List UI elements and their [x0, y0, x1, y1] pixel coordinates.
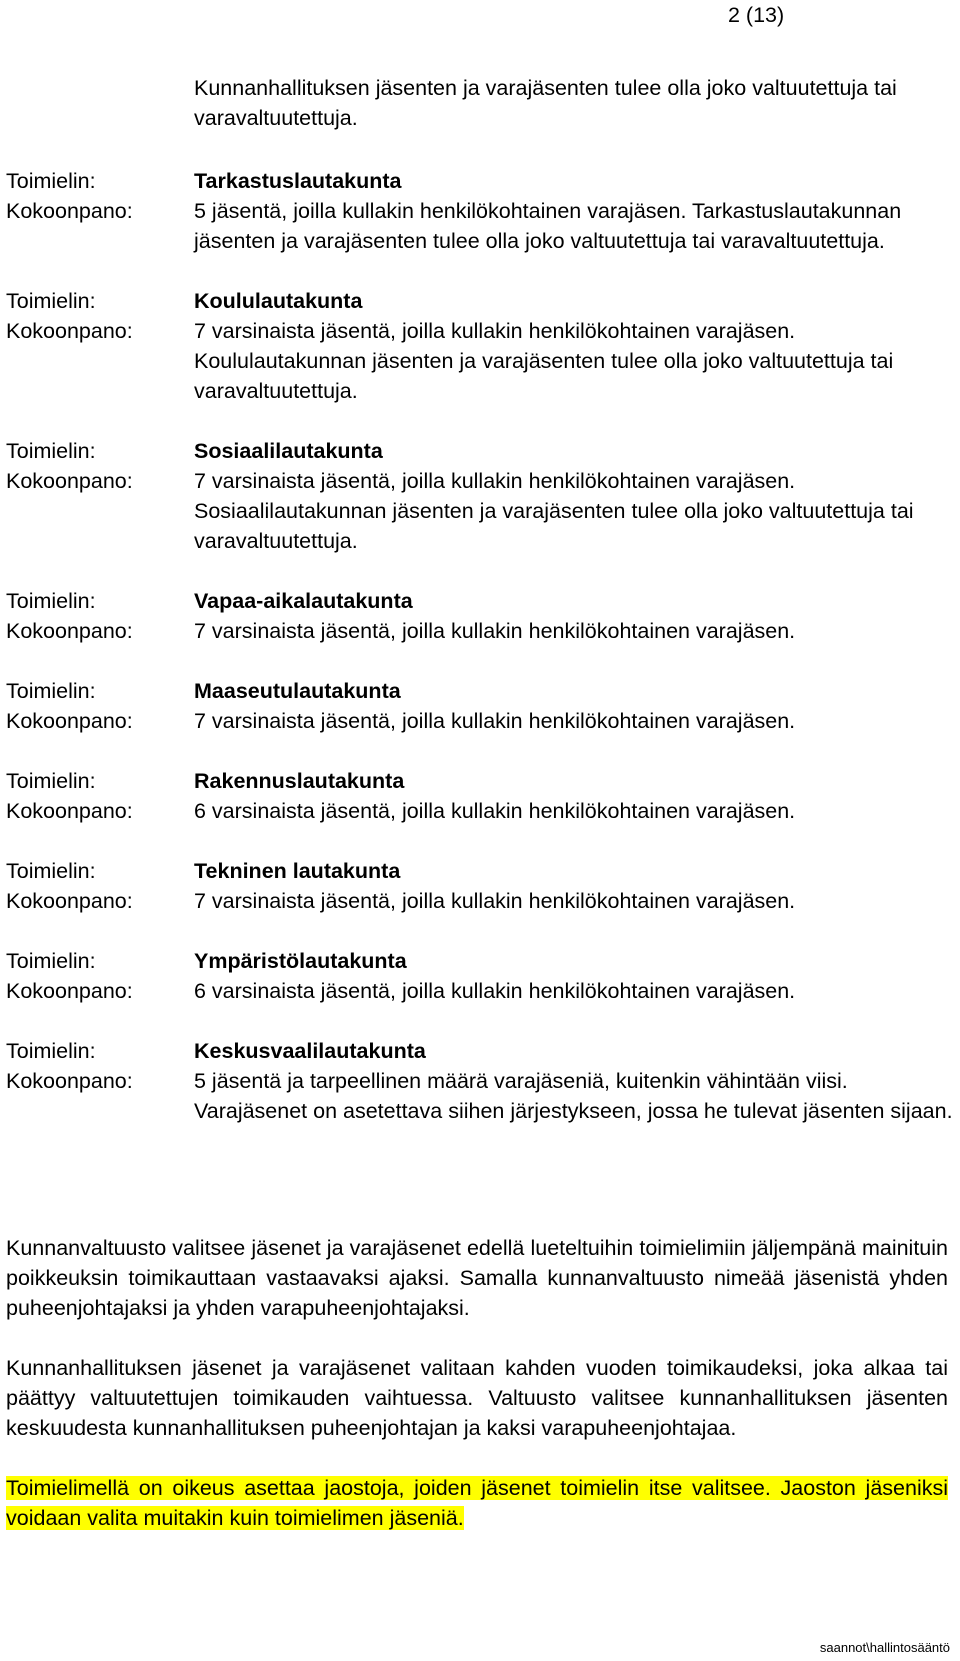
- organ-name: Keskusvaalilautakunta: [194, 1039, 426, 1063]
- organ-label: Toimielin:: [6, 949, 96, 973]
- composition-label: Kokoonpano:: [6, 619, 133, 643]
- page-number: 2 (13): [728, 3, 785, 27]
- organ-name: Maaseutulautakunta: [194, 679, 401, 703]
- composition-label: Kokoonpano:: [6, 199, 133, 223]
- body-text: [6, 1233, 948, 1563]
- organ-name: Sosiaalilautakunta: [194, 439, 383, 463]
- organ-label: Toimielin:: [6, 769, 96, 793]
- intro-text: Kunnanhallituksen jäsenten ja varajäsenten tulee olla joko valtuutettuja tai varavaltuutettuja.: [194, 76, 897, 130]
- organ-entry: [0, 946, 960, 1006]
- organ-entry: [0, 1036, 960, 1126]
- organ-composition: 6 varsinaista jäsentä, joilla kullakin henkilökohtainen varajäsen.: [194, 979, 796, 1003]
- organ-entry: [0, 676, 960, 736]
- organ-label: Toimielin:: [6, 1039, 96, 1063]
- organ-name: Tarkastuslautakunta: [194, 169, 402, 193]
- organ-name: Koululautakunta: [194, 289, 363, 313]
- organ-composition: 7 varsinaista jäsentä, joilla kullakin henkilökohtainen varajäsen.: [194, 709, 796, 733]
- highlighted-paragraph: [6, 1473, 948, 1533]
- composition-label: Kokoonpano:: [6, 709, 133, 733]
- organ-list: [0, 166, 960, 1156]
- organ-entry: [0, 166, 960, 256]
- composition-label: Kokoonpano:: [6, 469, 133, 493]
- organ-composition: 7 varsinaista jäsentä, joilla kullakin henkilökohtainen varajäsen.: [194, 889, 796, 913]
- organ-name: Rakennuslautakunta: [194, 769, 405, 793]
- organ-label: Toimielin:: [6, 169, 96, 193]
- organ-composition: 5 jäsentä, joilla kullakin henkilökohtainen varajäsen. Tarkastuslautakunnan jäsenten ja varajäsenten tulee olla joko valtuutettuja tai varavaltuutettuja.: [194, 199, 902, 253]
- organ-name: Vapaa-aikalautakunta: [194, 589, 413, 613]
- composition-label: Kokoonpano:: [6, 979, 133, 1003]
- composition-label: Kokoonpano:: [6, 1069, 133, 1093]
- organ-entry: [0, 586, 960, 646]
- paragraph: Kunnanhallituksen jäsenet ja varajäsenet valitaan kahden vuoden toimikaudeksi, joka alkaa tai päättyy valtuutettujen toimikauden vaihtuessa. Valtuusto valitsee kunnanhallituksen jäsenten keskuudesta kunnanhallituksen puheenjohtajan ja kaksi varapuheenjohtajaa.: [6, 1356, 948, 1440]
- organ-entry: [0, 856, 960, 916]
- composition-label: Kokoonpano:: [6, 799, 133, 823]
- organ-name: Tekninen lautakunta: [194, 859, 401, 883]
- organ-label: Toimielin:: [6, 289, 96, 313]
- paragraph: Kunnanvaltuusto valitsee jäsenet ja varajäsenet edellä lueteltuihin toimielimiin jäljempänä mainituin poikkeuksin toimikauttaan vastaavaksi ajaksi. Samalla kunnanvaltuusto nimeää jäsenistä yhden puheenjohtajaksi ja yhden varapuheenjohtajaksi.: [6, 1236, 948, 1320]
- organ-label: Toimielin:: [6, 589, 96, 613]
- organ-entry: [0, 766, 960, 826]
- organ-label: Toimielin:: [6, 679, 96, 703]
- organ-label: Toimielin:: [6, 439, 96, 463]
- organ-composition: 5 jäsentä ja tarpeellinen määrä varajäseniä, kuitenkin vähintään viisi. Varajäsenet on asetettava siihen järjestykseen, jossa he tulevat jäsenten sijaan.: [194, 1069, 953, 1123]
- composition-label: Kokoonpano:: [6, 319, 133, 343]
- organ-composition: 7 varsinaista jäsentä, joilla kullakin henkilökohtainen varajäsen. Sosiaalilautakunnan jäsenten ja varajäsenten tulee olla joko valtuutettuja tai varavaltuutettuja.: [194, 469, 914, 553]
- organ-entry: [0, 286, 960, 406]
- organ-composition: 7 varsinaista jäsentä, joilla kullakin henkilökohtainen varajäsen.: [194, 619, 796, 643]
- organ-label: Toimielin:: [6, 859, 96, 883]
- organ-composition: 6 varsinaista jäsentä, joilla kullakin henkilökohtainen varajäsen.: [194, 799, 796, 823]
- footer-path: saannot\hallintosääntö: [819, 1640, 950, 1655]
- composition-label: Kokoonpano:: [6, 889, 133, 913]
- organ-name: Ympäristölautakunta: [194, 949, 407, 973]
- organ-composition: 7 varsinaista jäsentä, joilla kullakin henkilökohtainen varajäsen. Koululautakunnan jäsenten ja varajäsenten tulee olla joko valtuutettuja tai varavaltuutettuja.: [194, 319, 894, 403]
- highlighted-text: Toimielimellä on oikeus asettaa jaostoja, joiden jäsenet toimielin itse valitsee. Jaoston jäseniksi voidaan valita muitakin kuin toimielimen jäseniä.: [6, 1476, 948, 1530]
- organ-entry: [0, 436, 960, 556]
